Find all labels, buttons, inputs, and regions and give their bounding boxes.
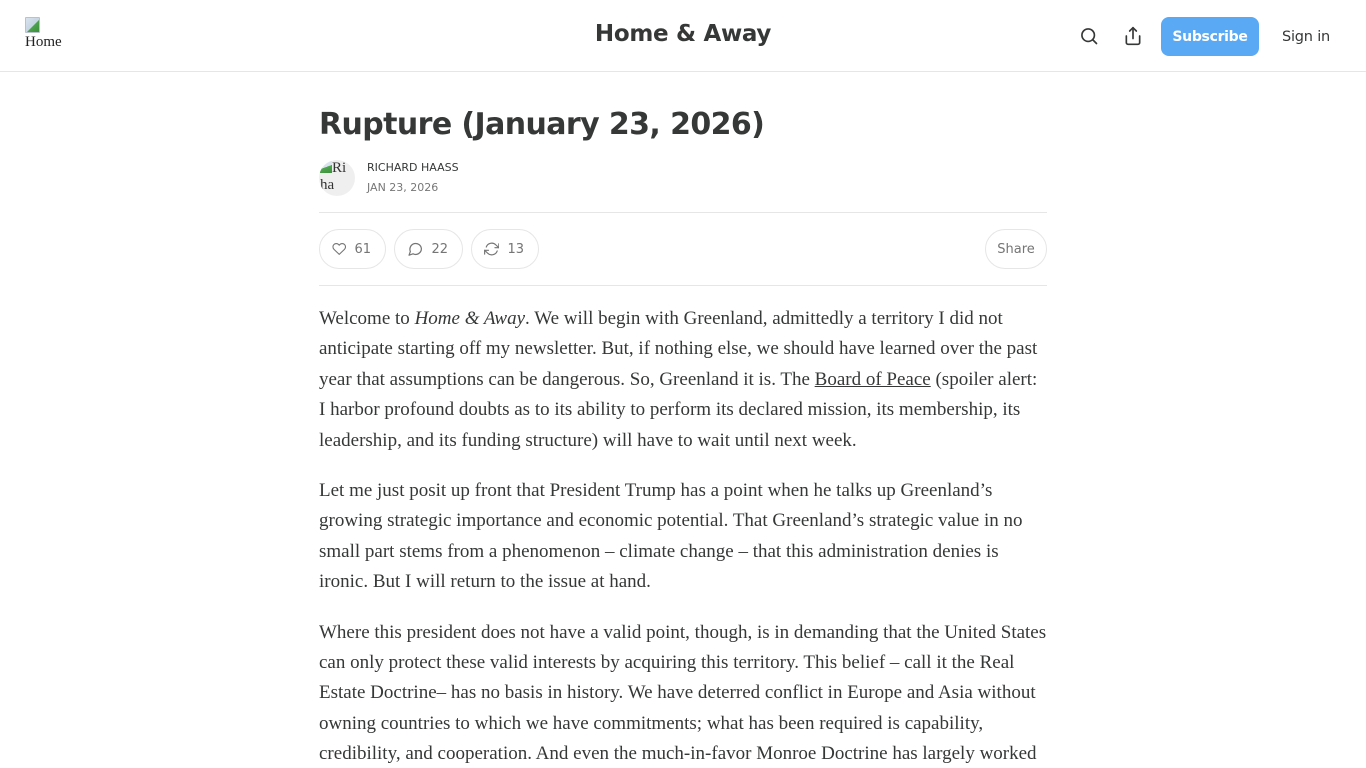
like-button[interactable] [319, 229, 386, 269]
comment-count: 22 [431, 241, 448, 257]
post-title: Rupture (January 23, 2026) [319, 107, 765, 142]
text-run: Welcome to [319, 308, 415, 329]
share-button-header[interactable] [1121, 24, 1145, 48]
post-article [319, 100, 1047, 765]
paragraph-3: Where this president does not have a valid point, though, is in demanding that the United States can only protect these valid interests by acquiring this territory. This belief – call it the Real Estate Doctrine– has no basis in history. We have deterred conflict in Europe and Asia without owning countries to which we have commitments; what has been required is capability, credibility, and cooperation. And even the much-in-favor Monroe Doctrine has largely worked [319, 621, 1047, 765]
post-action-bar [319, 212, 1047, 286]
newsletter-name-italic: Home & Away [414, 308, 526, 329]
post-date: JAN 23, 2026 [367, 181, 439, 194]
post-byline [319, 160, 1047, 220]
post-body [319, 304, 1047, 768]
sign-in-button[interactable]: Sign in [1276, 17, 1336, 56]
board-of-peace-link[interactable]: Board of Peace [814, 368, 931, 390]
search-button[interactable] [1077, 24, 1101, 48]
subscribe-button[interactable]: Subscribe [1161, 17, 1259, 56]
text-run: . We will begin with Greenland, admittedly a territory I did not anticipate starting off my newsletter. But, if nothing else, we should have learned over the past year that assumptions can be dangerous. So, Greenland it is. The [319, 308, 1038, 390]
share-button[interactable]: Share [985, 229, 1047, 269]
share-upload-icon [1123, 26, 1143, 46]
avatar-alt-text: Ri ha [320, 160, 347, 193]
restack-icon [484, 239, 499, 259]
restack-count: 13 [507, 241, 524, 257]
like-count: 61 [354, 241, 371, 257]
paragraph-2: Let me just posit up front that President Trump has a point when he talks up Greenland’s growing strategic importance and economic potential. That Greenland’s strategic value in no small part stems from a phenomenon – climate change – that this administration denies is ironic. But I will return to the issue at hand. [319, 480, 1023, 593]
author-name-link[interactable]: RICHARD HAASS [367, 161, 459, 174]
paragraph-1 [319, 304, 1047, 456]
top-navigation-bar [0, 0, 1366, 72]
comment-button[interactable] [394, 229, 463, 269]
comment-bubble-icon [407, 239, 423, 259]
site-title[interactable]: Home & Away [594, 21, 772, 47]
restack-button[interactable] [471, 229, 539, 269]
broken-image-icon [320, 161, 332, 173]
logo-alt-text: Home [25, 34, 62, 50]
author-avatar[interactable] [319, 160, 355, 196]
heart-icon [332, 239, 346, 259]
search-icon [1079, 26, 1099, 46]
text-run: (spoiler alert: I harbor profound doubts as to its ability to perform its declared mission, its membership, its leadership, and its funding structure) will have to wait until next week. [319, 368, 1038, 451]
